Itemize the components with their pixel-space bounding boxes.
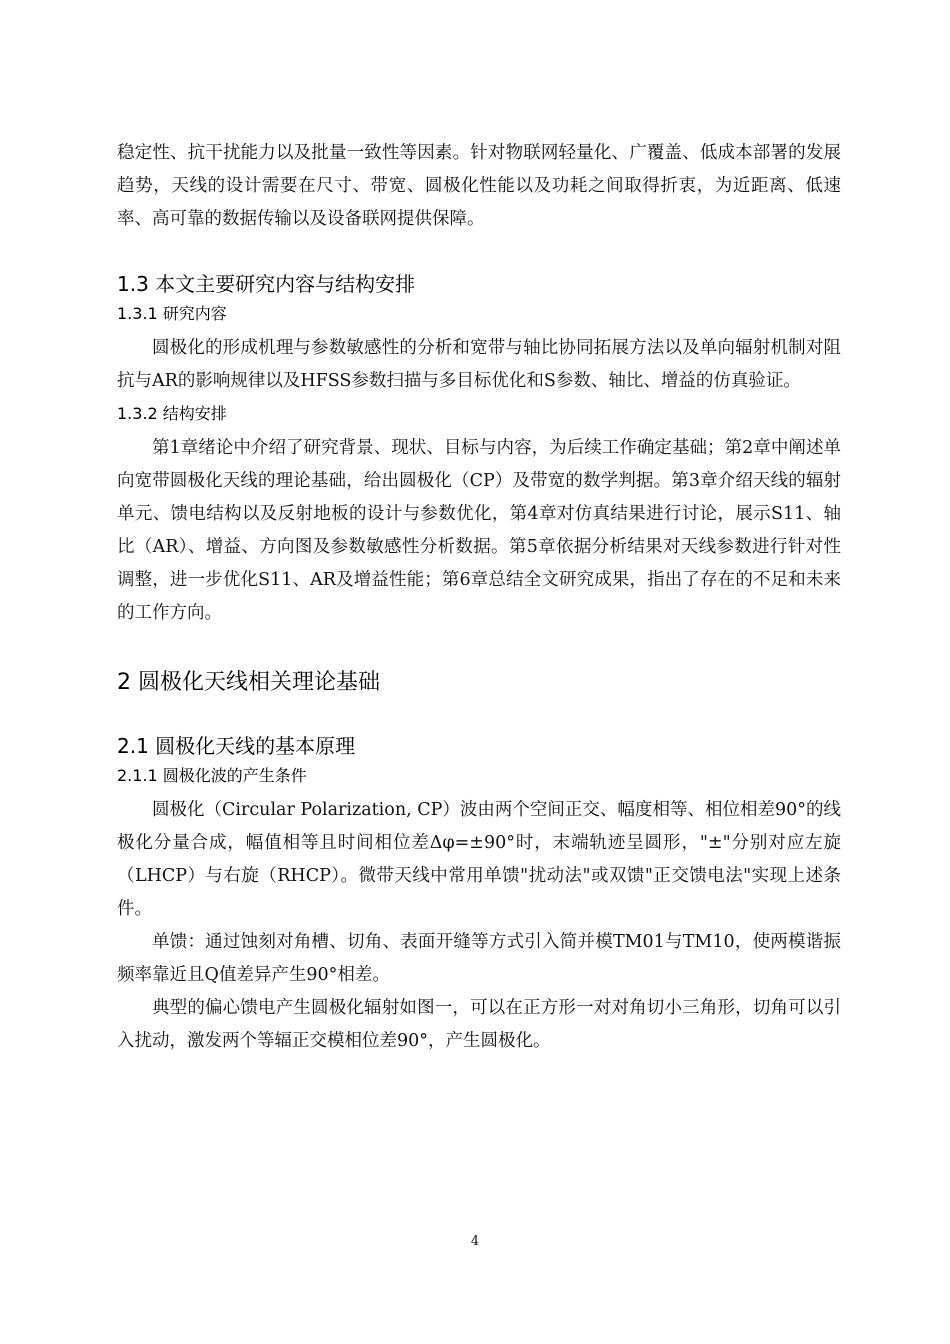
section-heading-2-1: 2.1 圆极化天线的基本原理 — [117, 734, 356, 758]
section-heading-1-3: 1.3 本文主要研究内容与结构安排 — [117, 272, 416, 296]
subsection-heading-1-3-1: 1.3.1 研究内容 — [117, 304, 227, 323]
document-body — [117, 137, 841, 1058]
single-feed-paragraph: 单馈：通过蚀刻对角槽、切角、表面开缝等方式引入简并模TM01与TM10，使两模谐振频率靠近且Q值差异产生90°相差。 — [117, 932, 841, 985]
structure-paragraph: 第1章绪论中介绍了研究背景、现状、目标与内容，为后续工作确定基础；第2章中阐述单向宽带圆极化天线的理论基础，给出圆极化（CP）及带宽的数学判据。第3章介绍天线的辐射单元、馈电结构以及反射地板的设计与参数优化，第4章对仿真结果进行讨论，展示S11、轴比（AR）、增益、方向图及参数敏感性分析数据。第5章依据分析结果对天线参数进行针对性调整，进一步优化S11、AR及增益性能；第6章总结全文研究成果，指出了存在的不足和未来的工作方向。 — [117, 438, 841, 623]
chapter-heading-2: 2 圆极化天线相关理论基础 — [117, 670, 380, 695]
offset-feed-paragraph: 典型的偏心馈电产生圆极化辐射如图一，可以在正方形一对对角切小三角形，切角可以引入扰动，激发两个等辐正交模相位差90°，产生圆极化。 — [117, 998, 841, 1051]
cp-wave-paragraph: 圆极化（Circular Polarization, CP）波由两个空间正交、幅度相等、相位相差90°的线极化分量合成，幅值相等且时间相位差Δφ=±90°时，末端轨迹呈圆形，"±"分别对应左旋（LHCP）与右旋（RHCP）。微带天线中常用单馈"扰动法"或双馈"正交馈电法"实现上述条件。 — [117, 800, 841, 919]
subsection-heading-1-3-2: 1.3.2 结构安排 — [117, 404, 227, 423]
page-number: 4 — [470, 1234, 480, 1249]
intro-paragraph: 稳定性、抗干扰能力以及批量一致性等因素。针对物联网轻量化、广覆盖、低成本部署的发展趋势，天线的设计需要在尺寸、带宽、圆极化性能以及功耗之间取得折衷，为近距离、低速率、高可靠的数据传输以及设备联网提供保障。 — [117, 143, 841, 229]
research-content-paragraph: 圆极化的形成机理与参数敏感性的分析和宽带与轴比协同拓展方法以及单向辐射机制对阻抗与AR的影响规律以及HFSS参数扫描与多目标优化和S参数、轴比、增益的仿真验证。 — [117, 338, 841, 391]
subsection-heading-2-1-1: 2.1.1 圆极化波的产生条件 — [117, 766, 307, 785]
